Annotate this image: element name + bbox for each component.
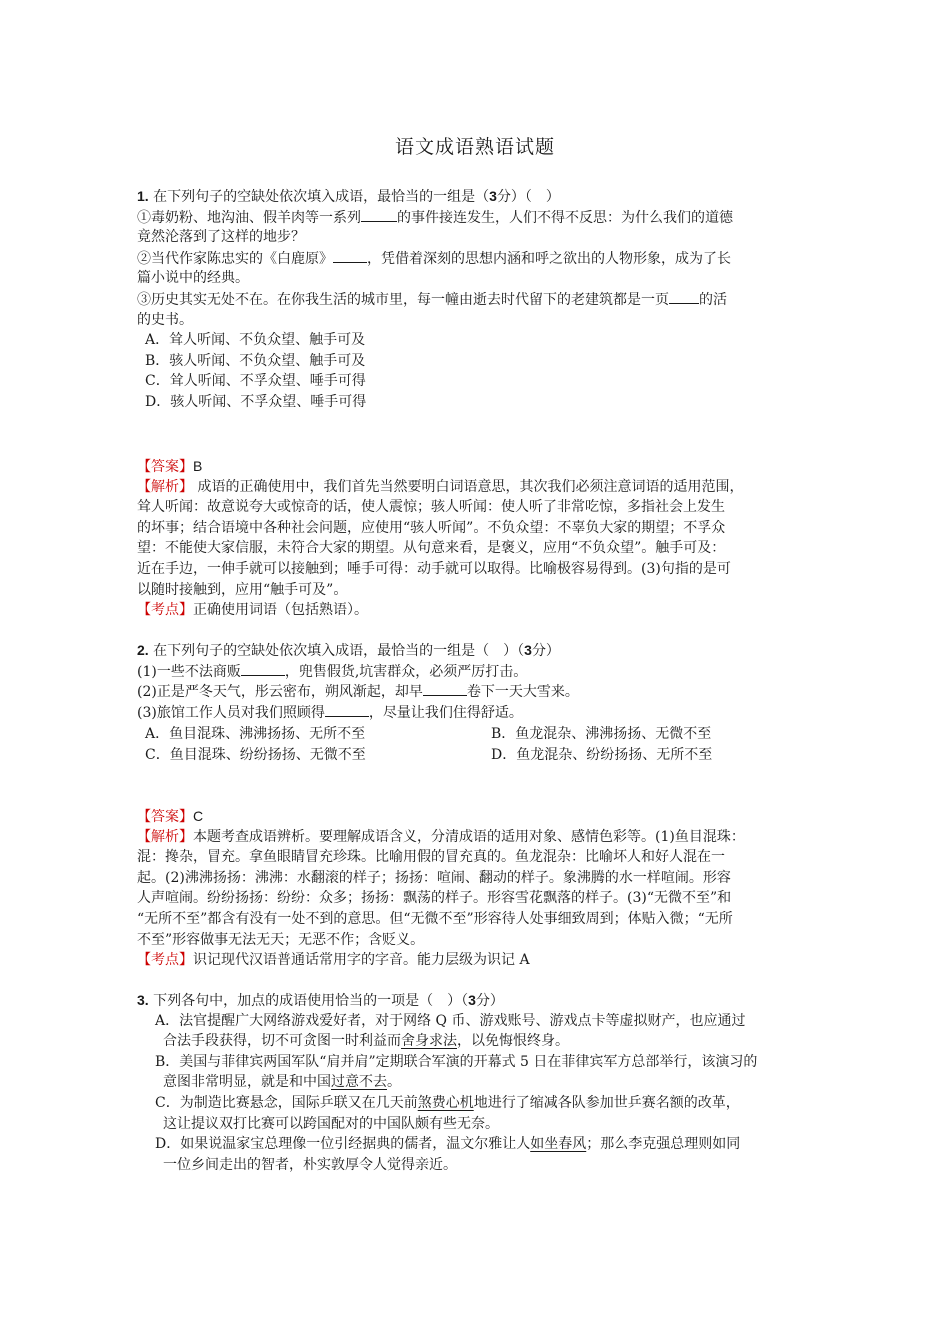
analysis-line: 近在手边，一伸手就可以接触到；唾手可得：动手就可以取得。比喻极容易得到。(3)句指的是可 — [137, 560, 731, 577]
analysis-line: 人声喧闹。纷纷扬扬：纷纷：众多；扬扬：飘荡的样子。形容雪花飘落的样子。(3)“无微不至”和 — [137, 890, 732, 907]
option-a: A．法官提醒广大网络游戏爱好者，对于网络 Q 币、游戏账号、游戏点卡等虚拟财产，也应通过 — [155, 1012, 746, 1029]
dotted-idiom: 煞费心机 — [417, 1094, 474, 1111]
analysis-line: “无所不至”都含有没有一处不到的意思。但“无微不至”形容待人处事细致周到；体贴入微；“无所 — [137, 910, 733, 927]
question-number: 3. — [137, 992, 149, 1008]
option-a: A．鱼目混珠、沸沸扬扬、无所不至 — [145, 726, 366, 743]
answer-blank — [361, 207, 397, 222]
question-2 — [137, 640, 829, 766]
question-2-stem: 2. 在下列句子的空缺处依次填入成语，最恰当的一组是（ ）（3分） — [137, 642, 560, 659]
option-b-cont: 意图非常明显，就是和中国过意不去。 — [163, 1074, 401, 1091]
options-row — [137, 724, 829, 745]
option-b: B．骇人听闻、不负众望、触手可及 — [145, 352, 366, 369]
analysis-line: 以随时接触到，应用“触手可及”。 — [137, 581, 348, 598]
analysis-line: 【解析】 成语的正确使用中，我们首先当然要明白词语意思，其次我们必须注意词语的适用范围， — [137, 478, 744, 495]
point-line: 【考点】识记现代汉语普通话常用字的字音。能力层级为识记 A — [137, 952, 530, 969]
option-a-cont: 合法手段获得，切不可贪图一时利益而舍身求法，以免悔恨终身。 — [163, 1033, 569, 1050]
analysis-line: 起。(2)沸沸扬扬：沸沸：水翻滚的样子；扬扬：喧闹、翻动的样子。象沸腾的水一样喧闹。形容 — [137, 869, 731, 886]
sentence-1: ①毒奶粉、地沟油、假羊肉等一系列 的事件接连发生，人们不得不反思：为什么我们的道德 — [137, 207, 829, 228]
answer-blank — [669, 289, 699, 304]
question-number: 2. — [137, 642, 149, 658]
sentence-1-cont: 竟然沦落到了这样的地步？ — [137, 229, 305, 246]
question-1-stem: 1. 在下列句子的空缺处依次填入成语，最恰当的一组是（3分）（ ） — [137, 188, 560, 205]
dotted-idiom: 如坐春风 — [530, 1136, 587, 1153]
answer-tag: 【答案】 — [137, 459, 193, 475]
analysis-line: 的坏事；结合语境中各种社会问题，应使用“骇人听闻”。不负众望：不辜负大家的期望；不孚众 — [137, 519, 726, 536]
sentence-2-cont: 篇小说中的经典。 — [137, 270, 249, 287]
answer-value: B — [193, 458, 203, 474]
question-1 — [137, 186, 829, 413]
question-1-solution — [137, 456, 829, 621]
point-tag: 【考点】 — [137, 952, 193, 969]
option-c: C．为制造比赛悬念，国际乒联又在几天前煞费心机地进行了缩减各队参加世乒赛名额的改革， — [155, 1094, 740, 1111]
score: 3 — [489, 188, 497, 204]
sentence-2: ②当代作家陈忠实的《白鹿原》 ，凭借着深刻的思想内涵和呼之欲出的人物形象，成为了长 — [137, 248, 829, 269]
point-tag: 【考点】 — [137, 602, 193, 619]
score: 3 — [468, 992, 476, 1008]
dotted-idiom: 舍身求法 — [401, 1033, 457, 1050]
analysis-tag: 【解析】 — [137, 828, 193, 845]
sentence-3-cont: 的史书。 — [137, 311, 193, 328]
analysis-line: 混：搀杂，冒充。拿鱼眼睛冒充珍珠。比喻用假的冒充真的。鱼龙混杂：比喻坏人和好人混在一 — [137, 849, 725, 866]
point-line: 【考点】正确使用词语（包括熟语）。 — [137, 602, 368, 619]
options-row — [137, 745, 829, 766]
sentence-3: ③历史其实无处不在。在你我生活的城市里，每一幢由逝去时代留下的老建筑都是一页 的活 — [137, 289, 829, 310]
option-b: B．美国与菲律宾两国军队“肩并肩”定期联合军演的开幕式 5 日在菲律宾军方总部举行，该演习的 — [155, 1053, 758, 1070]
question-number: 1. — [137, 188, 149, 204]
analysis-tag: 【解析】 — [137, 478, 193, 495]
answer-blank — [333, 248, 367, 263]
sentence-2: (2)正是严冬天气，彤云密布，朔风渐起，却早 卷下一天大雪来。 — [137, 681, 829, 702]
option-c: C．耸人听闻、不孚众望、唾手可得 — [145, 373, 366, 390]
score: 3 — [524, 642, 532, 658]
option-d: D．如果说温家宝总理像一位引经据典的儒者，温文尔雅让人如坐春风；那么李克强总理则如同 — [155, 1136, 741, 1153]
answer-value: C — [193, 808, 204, 824]
sentence-1: (1)一些不法商贩 ，兜售假货,坑害群众，必须严厉打击。 — [137, 661, 829, 682]
sentence-3: (3)旅馆工作人员对我们照顾得 ，尽量让我们住得舒适。 — [137, 702, 829, 723]
option-d-cont: 一位乡间走出的智者，朴实敦厚令人觉得亲近。 — [163, 1156, 457, 1173]
analysis-line: 不至”形容做事无法无天；无恶不作；含贬义。 — [137, 931, 425, 948]
answer-blank — [423, 681, 467, 696]
option-c: C．鱼目混珠、纷纷扬扬、无微不至 — [145, 746, 366, 763]
dotted-idiom: 过意不去 — [331, 1074, 387, 1091]
answer-tag: 【答案】 — [137, 809, 193, 825]
option-b: B．鱼龙混杂、沸沸扬扬、无微不至 — [491, 726, 712, 743]
analysis-line: 【解析】本题考查成语辨析。要理解成语含义，分清成语的适用对象、感情色彩等。(1)鱼目混珠： — [137, 828, 745, 845]
answer-blank — [325, 702, 369, 717]
option-d: D．骇人听闻、不孚众望、唾手可得 — [145, 393, 367, 410]
document-title: 语文成语熟语试题 — [394, 136, 555, 158]
option-c-cont: 这让提议双打比赛可以跨国配对的中国队颇有些无奈。 — [163, 1115, 499, 1132]
answer-line — [137, 806, 829, 827]
question-2-solution — [137, 806, 829, 971]
option-a: A．耸人听闻、不负众望、触手可及 — [145, 332, 366, 349]
analysis-line: 耸人听闻：故意说夸大或惊奇的话，使人震惊；骇人听闻：使人听了非常吃惊，多指社会上发生 — [137, 499, 725, 516]
option-d: D．鱼龙混杂、纷纷扬扬、无所不至 — [491, 746, 713, 763]
question-3 — [137, 990, 829, 1175]
answer-line — [137, 456, 829, 477]
analysis-line: 望：不能使大家信服，未符合大家的期望。从句意来看，是褒义，应用“不负众望”。触手可及： — [137, 540, 726, 557]
question-3-stem: 3. 下列各句中，加点的成语使用恰当的一项是（ ）（3分） — [137, 992, 504, 1009]
answer-blank — [241, 661, 285, 676]
